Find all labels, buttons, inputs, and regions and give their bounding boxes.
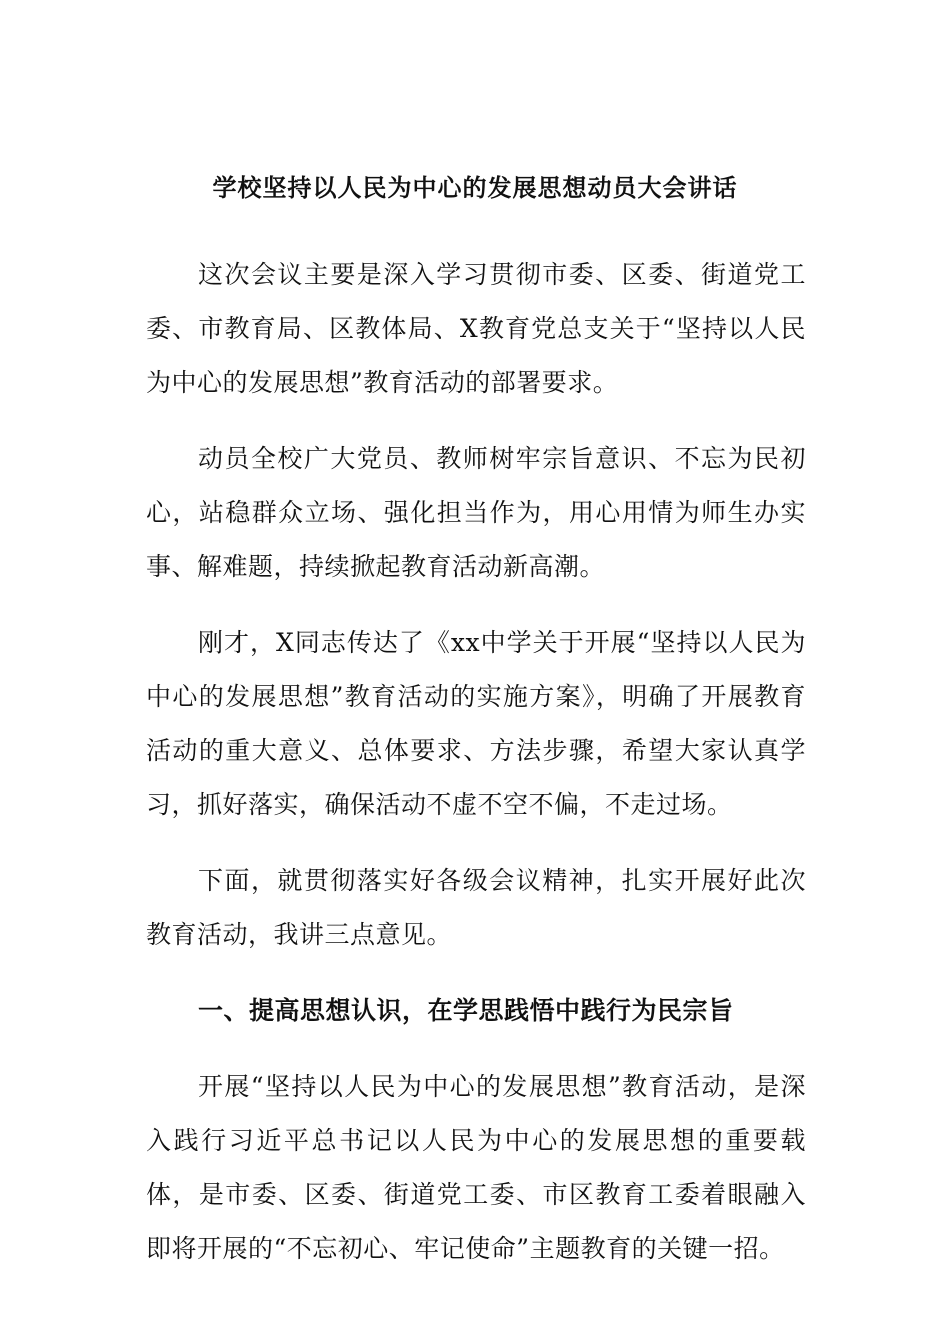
- section-paragraph: 开展“坚持以人民为中心的发展思想”教育活动，是深入践行习近平总书记以人民为中心的发展思想的重要载体，是市委、区委、街道党工委、市区教育工委着眼融入即将开展的“不忘初心、牢记使命”主题教育的关键一招。: [146, 1072, 806, 1263]
- paragraph-3: 刚才，X同志传达了《xx中学关于开展“坚持以人民为中心的发展思想”教育活动的实施方案》，明确了开展教育活动的重大意义、总体要求、方法步骤，希望大家认真学习，抓好落实，确保活动不虚不空不偏，不走过场。: [146, 628, 806, 819]
- section-heading: 一、提高思想认识，在学思践悟中践行为民宗旨: [198, 996, 734, 1025]
- paragraph-4: 下面，就贯彻落实好各级会议精神，扎实开展好此次教育活动，我讲三点意见。: [146, 866, 806, 949]
- paragraph-1: 这次会议主要是深入学习贯彻市委、区委、街道党工委、市教育局、区教体局、X教育党总支关于“坚持以人民为中心的发展思想”教育活动的部署要求。: [146, 260, 806, 397]
- document-body: [146, 248, 806, 1298]
- document-title: 学校坚持以人民为中心的发展思想动员大会讲话: [212, 173, 738, 202]
- paragraph-2: 动员全校广大党员、教师树牢宗旨意识、不忘为民初心，站稳群众立场、强化担当作为，用心用情为师生办实事、解难题，持续掀起教育活动新高潮。: [146, 444, 806, 581]
